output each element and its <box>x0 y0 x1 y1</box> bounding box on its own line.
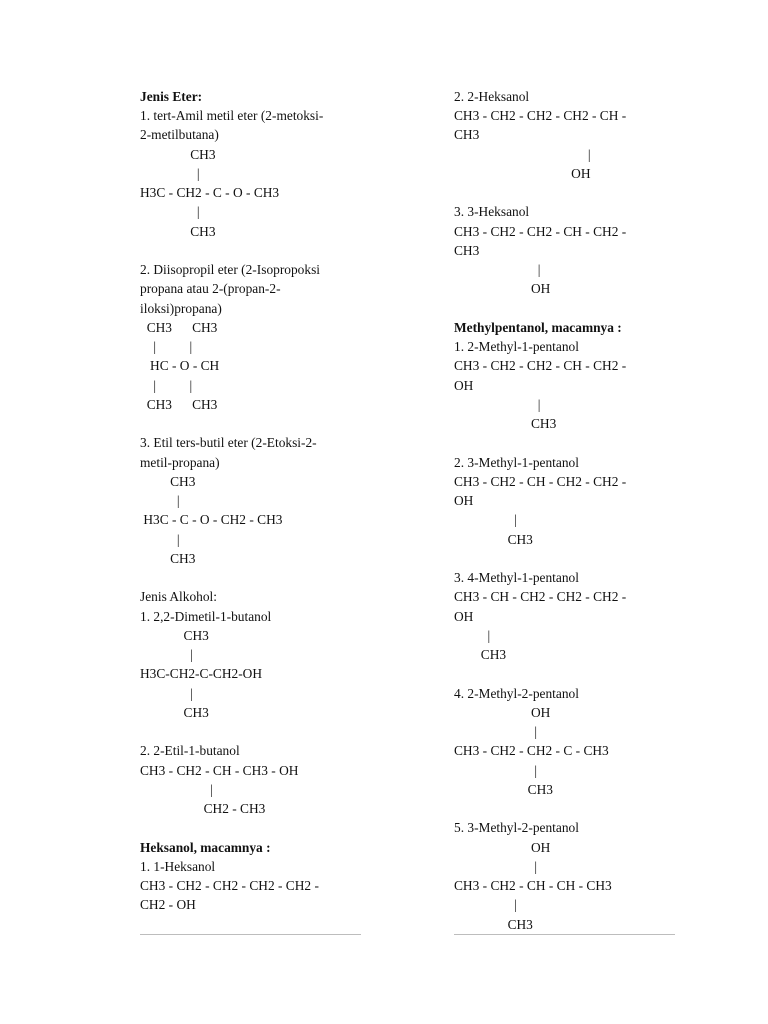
formula-line: CH3 - CH2 - CH2 - CH2 - CH2 - <box>140 878 319 893</box>
formula-line: CH3 <box>454 127 480 142</box>
text-line: 2-metilbutana) <box>140 127 219 142</box>
formula-line: CH2 - CH3 <box>140 801 266 816</box>
right-divider <box>454 934 675 935</box>
formula-line: CH3 CH3 <box>140 320 218 335</box>
formula-line: OH <box>454 705 551 720</box>
text-line: 4. 2-Methyl-2-pentanol <box>454 686 579 701</box>
formula-line: CH3 - CH2 - CH2 - CH - CH2 - <box>454 358 627 373</box>
text-line: 2. Diisopropil eter (2-Isopropoksi <box>140 262 321 277</box>
formula-line: | <box>140 782 213 797</box>
formula-line: CH3 <box>454 532 533 547</box>
formula-line: CH3 <box>140 224 216 239</box>
formula-line: | <box>140 647 193 662</box>
formula-line: | <box>454 397 541 412</box>
formula-line: CH3 <box>454 917 533 932</box>
text-line: metil-propana) <box>140 455 220 470</box>
formula-line: | <box>140 204 200 219</box>
formula-line: | | <box>140 378 193 393</box>
formula-line: HC - O - CH <box>140 358 220 373</box>
formula-line: CH3 <box>140 628 209 643</box>
formula-line: OH <box>454 378 474 393</box>
formula-line: CH2 - OH <box>140 897 196 912</box>
text-line: 2. 2-Etil-1-butanol <box>140 743 240 758</box>
formula-line: | <box>454 897 517 912</box>
formula-line: OH <box>454 609 474 624</box>
formula-line: | <box>454 262 541 277</box>
formula-line: CH3 - CH2 - CH - CH - CH3 <box>454 878 612 893</box>
formula-line: OH <box>454 281 551 296</box>
formula-line: CH3 - CH2 - CH - CH3 - OH <box>140 763 299 778</box>
formula-line: | <box>140 166 200 181</box>
formula-line: CH3 - CH2 - CH2 - CH2 - CH - <box>454 108 627 123</box>
formula-line: H3C - C - O - CH2 - CH3 <box>140 512 283 527</box>
formula-line: CH3 - CH2 - CH - CH2 - CH2 - <box>454 474 627 489</box>
text-line: iloksi)propana) <box>140 301 222 316</box>
formula-line: OH <box>454 840 551 855</box>
formula-line: | <box>140 686 193 701</box>
formula-line: | <box>454 147 591 162</box>
formula-line: | <box>454 724 538 739</box>
formula-line: CH3 - CH2 - CH2 - CH - CH2 - <box>454 224 627 239</box>
formula-line: CH3 <box>454 416 557 431</box>
formula-line: CH3 - CH - CH2 - CH2 - CH2 - <box>454 589 627 604</box>
text-line: propana atau 2-(propan-2- <box>140 281 281 296</box>
formula-line: CH3 <box>454 647 507 662</box>
text-line: 3. 3-Heksanol <box>454 204 530 219</box>
heading-jenis-alkohol: Jenis Alkohol: <box>140 589 218 604</box>
formula-line: CH3 <box>140 474 196 489</box>
formula-line: CH3 <box>140 147 216 162</box>
left-divider <box>140 934 361 935</box>
formula-line: OH <box>454 166 591 181</box>
text-line: 2. 2-Heksanol <box>454 89 530 104</box>
formula-line: OH <box>454 493 474 508</box>
formula-line: CH3 <box>140 551 196 566</box>
formula-line: | <box>454 512 517 527</box>
formula-line: | <box>454 763 538 778</box>
formula-line: | | <box>140 339 193 354</box>
text-line: 2. 3-Methyl-1-pentanol <box>454 455 579 470</box>
formula-line: | <box>140 532 180 547</box>
formula-line: CH3 CH3 <box>140 397 218 412</box>
formula-line: CH3 <box>454 782 553 797</box>
heading-jenis-eter: Jenis Eter: <box>140 89 203 104</box>
heading-heksanol: Heksanol, macamnya : <box>140 840 271 855</box>
formula-line: H3C - CH2 - C - O - CH3 <box>140 185 280 200</box>
formula-line: | <box>454 859 538 874</box>
formula-line: H3C-CH2-C-CH2-OH <box>140 666 262 681</box>
text-line: 1. tert-Amil metil eter (2-metoksi- <box>140 108 324 123</box>
formula-line: CH3 <box>140 705 209 720</box>
formula-line: CH3 <box>454 243 480 258</box>
formula-line: | <box>140 493 180 508</box>
text-line: 3. 4-Methyl-1-pentanol <box>454 570 579 585</box>
text-line: 1. 2-Methyl-1-pentanol <box>454 339 579 354</box>
formula-line: CH3 - CH2 - CH2 - C - CH3 <box>454 743 609 758</box>
text-line: 3. Etil ters-butil eter (2-Etoksi-2- <box>140 435 317 450</box>
heading-methylpentanol: Methylpentanol, macamnya : <box>454 320 622 335</box>
formula-line: | <box>454 628 491 643</box>
text-line: 5. 3-Methyl-2-pentanol <box>454 820 579 835</box>
text-line: 1. 1-Heksanol <box>140 859 216 874</box>
text-line: 1. 2,2-Dimetil-1-butanol <box>140 609 272 624</box>
